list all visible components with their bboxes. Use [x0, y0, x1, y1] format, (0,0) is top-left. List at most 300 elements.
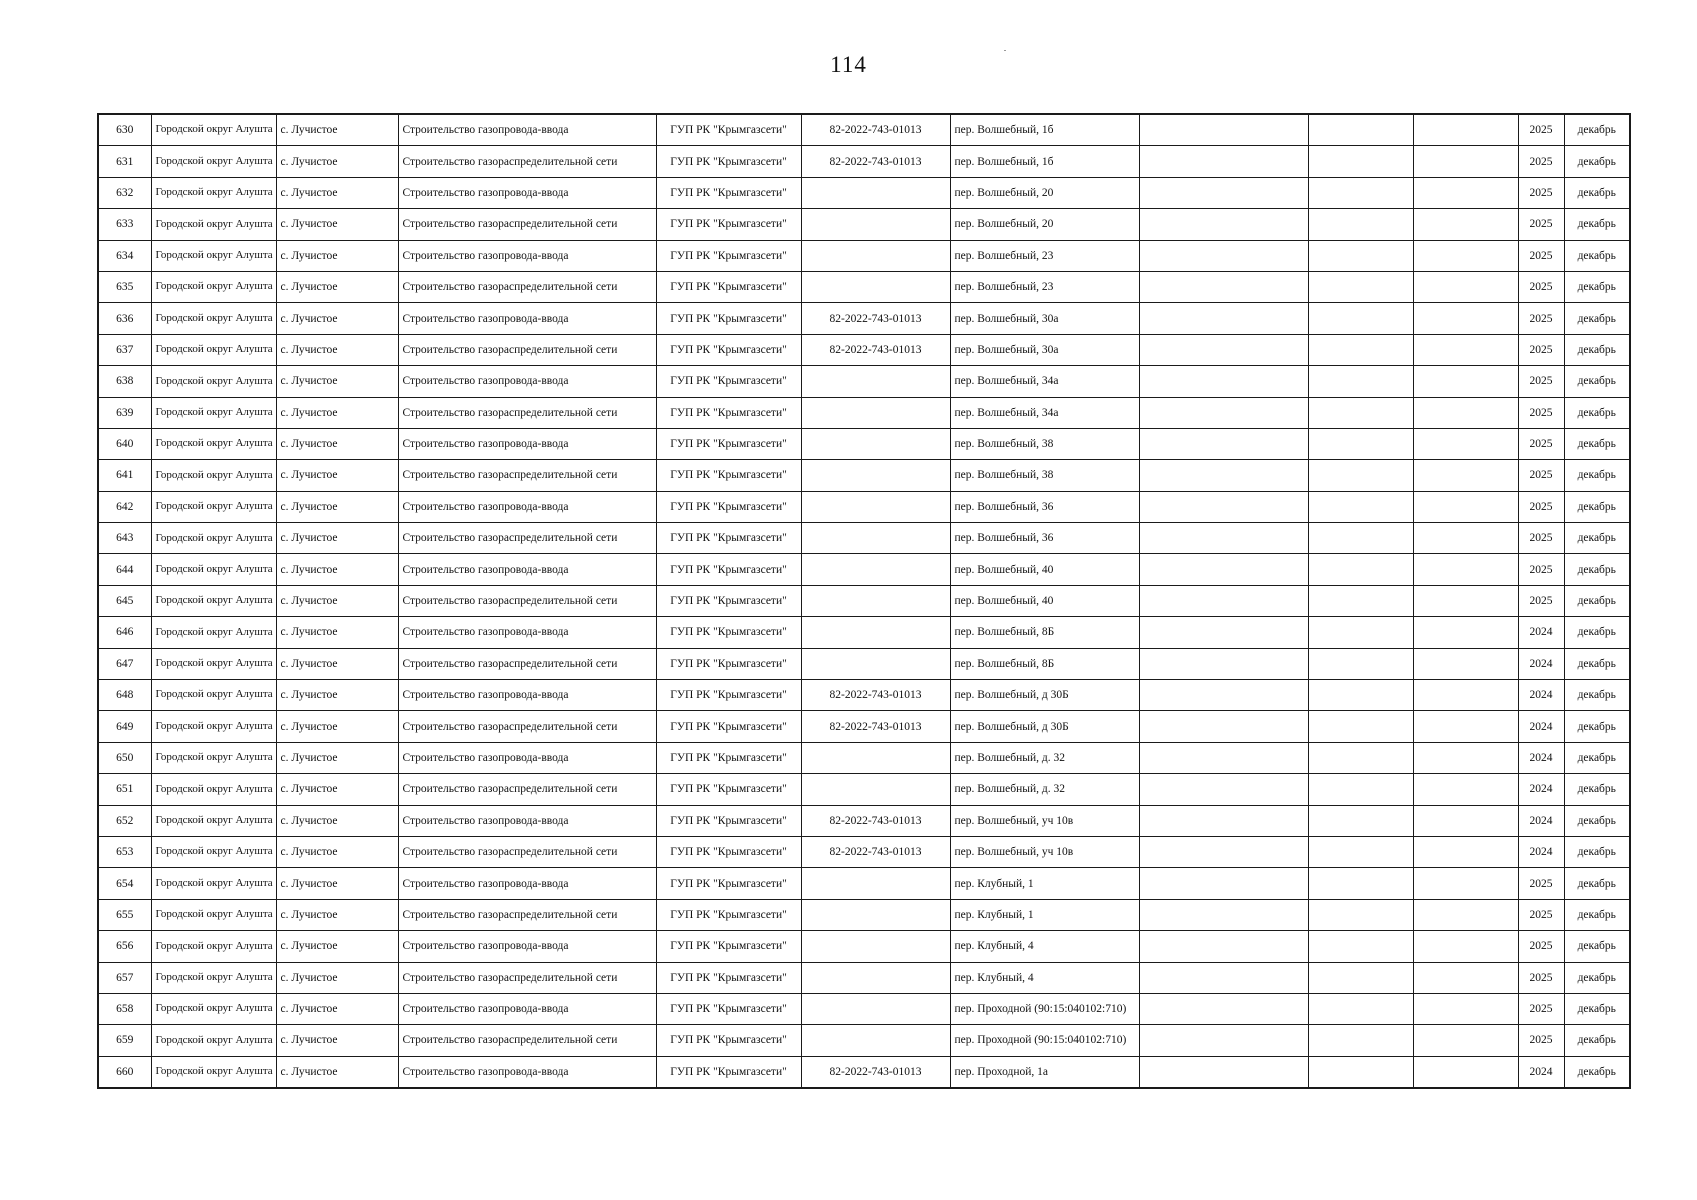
empty-cell	[1413, 1025, 1518, 1056]
address-cell: пер. Волшебный, 38	[950, 428, 1139, 459]
program-code-cell	[801, 962, 950, 993]
empty-cell	[1308, 962, 1413, 993]
municipality-cell: Городской округ Алушта	[151, 523, 276, 554]
empty-cell	[1308, 491, 1413, 522]
table-row	[98, 899, 1630, 930]
empty-cell	[1413, 491, 1518, 522]
table-row	[98, 680, 1630, 711]
organization-cell: ГУП РК "Крымгазсети"	[656, 742, 801, 773]
year-cell: 2024	[1518, 711, 1564, 742]
program-code-cell	[801, 491, 950, 522]
village-cell: с. Лучистое	[276, 585, 398, 616]
empty-cell	[1139, 931, 1308, 962]
row-number: 653	[98, 836, 151, 867]
address-cell: пер. Волшебный, д 30Б	[950, 711, 1139, 742]
empty-cell	[1413, 271, 1518, 302]
row-number: 657	[98, 962, 151, 993]
empty-cell	[1308, 554, 1413, 585]
municipality-cell: Городской округ Алушта	[151, 931, 276, 962]
municipality-cell: Городской округ Алушта	[151, 271, 276, 302]
month-cell: декабрь	[1564, 554, 1630, 585]
month-cell: декабрь	[1564, 805, 1630, 836]
village-cell: с. Лучистое	[276, 648, 398, 679]
program-code-cell	[801, 209, 950, 240]
table-row	[98, 271, 1630, 302]
empty-cell	[1308, 1025, 1413, 1056]
month-cell: декабрь	[1564, 742, 1630, 773]
empty-cell	[1308, 303, 1413, 334]
village-cell: с. Лучистое	[276, 711, 398, 742]
month-cell: декабрь	[1564, 303, 1630, 334]
program-code-cell	[801, 585, 950, 616]
empty-cell	[1139, 680, 1308, 711]
program-code-cell	[801, 177, 950, 208]
program-code-cell	[801, 993, 950, 1024]
address-cell: пер. Волшебный, 8Б	[950, 617, 1139, 648]
year-cell: 2025	[1518, 868, 1564, 899]
program-code-cell	[801, 617, 950, 648]
organization-cell: ГУП РК "Крымгазсети"	[656, 993, 801, 1024]
empty-cell	[1308, 680, 1413, 711]
empty-cell	[1139, 177, 1308, 208]
empty-cell	[1308, 366, 1413, 397]
work-type-cell: Строительство газораспределительной сети	[398, 209, 656, 240]
empty-cell	[1413, 617, 1518, 648]
row-number: 659	[98, 1025, 151, 1056]
village-cell: с. Лучистое	[276, 146, 398, 177]
empty-cell	[1308, 460, 1413, 491]
table-row	[98, 491, 1630, 522]
address-cell: пер. Проходной, 1а	[950, 1056, 1139, 1088]
empty-cell	[1413, 397, 1518, 428]
row-number: 633	[98, 209, 151, 240]
year-cell: 2025	[1518, 1025, 1564, 1056]
work-type-cell: Строительство газораспределительной сети	[398, 397, 656, 428]
organization-cell: ГУП РК "Крымгазсети"	[656, 899, 801, 930]
organization-cell: ГУП РК "Крымгазсети"	[656, 836, 801, 867]
work-type-cell: Строительство газопровода-ввода	[398, 1056, 656, 1088]
village-cell: с. Лучистое	[276, 209, 398, 240]
organization-cell: ГУП РК "Крымгазсети"	[656, 617, 801, 648]
empty-cell	[1413, 711, 1518, 742]
work-type-cell: Строительство газопровода-ввода	[398, 993, 656, 1024]
year-cell: 2024	[1518, 648, 1564, 679]
organization-cell: ГУП РК "Крымгазсети"	[656, 868, 801, 899]
municipality-cell: Городской округ Алушта	[151, 711, 276, 742]
month-cell: декабрь	[1564, 680, 1630, 711]
month-cell: декабрь	[1564, 1056, 1630, 1088]
row-number: 638	[98, 366, 151, 397]
table-row	[98, 303, 1630, 334]
month-cell: декабрь	[1564, 711, 1630, 742]
page-number: 114	[830, 52, 867, 77]
empty-cell	[1139, 114, 1308, 146]
village-cell: с. Лучистое	[276, 1056, 398, 1088]
year-cell: 2024	[1518, 1056, 1564, 1088]
month-cell: декабрь	[1564, 868, 1630, 899]
empty-cell	[1413, 899, 1518, 930]
empty-cell	[1413, 523, 1518, 554]
month-cell: декабрь	[1564, 931, 1630, 962]
row-number: 656	[98, 931, 151, 962]
row-number: 642	[98, 491, 151, 522]
organization-cell: ГУП РК "Крымгазсети"	[656, 774, 801, 805]
work-type-cell: Строительство газопровода-ввода	[398, 554, 656, 585]
program-code-cell: 82-2022-743-01013	[801, 836, 950, 867]
organization-cell: ГУП РК "Крымгазсети"	[656, 523, 801, 554]
village-cell: с. Лучистое	[276, 931, 398, 962]
table-row	[98, 993, 1630, 1024]
address-cell: пер. Волшебный, 40	[950, 554, 1139, 585]
year-cell: 2025	[1518, 209, 1564, 240]
row-number: 644	[98, 554, 151, 585]
address-cell: пер. Волшебный, 8Б	[950, 648, 1139, 679]
address-cell: пер. Клубный, 1	[950, 899, 1139, 930]
municipality-cell: Городской округ Алушта	[151, 899, 276, 930]
village-cell: с. Лучистое	[276, 774, 398, 805]
table-row	[98, 836, 1630, 867]
program-code-cell	[801, 271, 950, 302]
empty-cell	[1308, 523, 1413, 554]
organization-cell: ГУП РК "Крымгазсети"	[656, 209, 801, 240]
program-code-cell	[801, 554, 950, 585]
empty-cell	[1139, 428, 1308, 459]
empty-cell	[1413, 742, 1518, 773]
work-type-cell: Строительство газопровода-ввода	[398, 428, 656, 459]
address-cell: пер. Клубный, 4	[950, 962, 1139, 993]
organization-cell: ГУП РК "Крымгазсети"	[656, 1025, 801, 1056]
empty-cell	[1413, 836, 1518, 867]
table-row	[98, 146, 1630, 177]
address-cell: пер. Волшебный, 20	[950, 177, 1139, 208]
work-type-cell: Строительство газораспределительной сети	[398, 899, 656, 930]
empty-cell	[1413, 303, 1518, 334]
month-cell: декабрь	[1564, 240, 1630, 271]
row-number: 648	[98, 680, 151, 711]
table-row	[98, 334, 1630, 365]
empty-cell	[1139, 366, 1308, 397]
empty-cell	[1413, 240, 1518, 271]
empty-cell	[1139, 271, 1308, 302]
year-cell: 2024	[1518, 774, 1564, 805]
scan-mark	[1004, 50, 1006, 51]
municipality-cell: Городской округ Алушта	[151, 1025, 276, 1056]
year-cell: 2025	[1518, 240, 1564, 271]
work-type-cell: Строительство газораспределительной сети	[398, 271, 656, 302]
table-row	[98, 742, 1630, 773]
empty-cell	[1413, 1056, 1518, 1088]
program-code-cell: 82-2022-743-01013	[801, 805, 950, 836]
empty-cell	[1139, 742, 1308, 773]
empty-cell	[1308, 774, 1413, 805]
organization-cell: ГУП РК "Крымгазсети"	[656, 931, 801, 962]
empty-cell	[1413, 868, 1518, 899]
year-cell: 2025	[1518, 271, 1564, 302]
village-cell: с. Лучистое	[276, 836, 398, 867]
program-code-cell	[801, 397, 950, 428]
address-cell: пер. Волшебный, 38	[950, 460, 1139, 491]
year-cell: 2025	[1518, 114, 1564, 146]
village-cell: с. Лучистое	[276, 617, 398, 648]
work-type-cell: Строительство газораспределительной сети	[398, 585, 656, 616]
year-cell: 2025	[1518, 491, 1564, 522]
address-cell: пер. Волшебный, 30а	[950, 334, 1139, 365]
row-number: 643	[98, 523, 151, 554]
program-code-cell	[801, 523, 950, 554]
organization-cell: ГУП РК "Крымгазсети"	[656, 1056, 801, 1088]
empty-cell	[1139, 334, 1308, 365]
month-cell: декабрь	[1564, 523, 1630, 554]
empty-cell	[1139, 711, 1308, 742]
organization-cell: ГУП РК "Крымгазсети"	[656, 585, 801, 616]
work-type-cell: Строительство газораспределительной сети	[398, 648, 656, 679]
row-number: 630	[98, 114, 151, 146]
program-code-cell: 82-2022-743-01013	[801, 334, 950, 365]
year-cell: 2025	[1518, 397, 1564, 428]
year-cell: 2024	[1518, 617, 1564, 648]
village-cell: с. Лучистое	[276, 240, 398, 271]
empty-cell	[1413, 114, 1518, 146]
address-cell: пер. Волшебный, 30а	[950, 303, 1139, 334]
organization-cell: ГУП РК "Крымгазсети"	[656, 460, 801, 491]
work-type-cell: Строительство газопровода-ввода	[398, 177, 656, 208]
village-cell: с. Лучистое	[276, 899, 398, 930]
month-cell: декабрь	[1564, 617, 1630, 648]
municipality-cell: Городской округ Алушта	[151, 554, 276, 585]
program-code-cell: 82-2022-743-01013	[801, 711, 950, 742]
table-row	[98, 397, 1630, 428]
organization-cell: ГУП РК "Крымгазсети"	[656, 146, 801, 177]
village-cell: с. Лучистое	[276, 742, 398, 773]
empty-cell	[1308, 585, 1413, 616]
village-cell: с. Лучистое	[276, 523, 398, 554]
municipality-cell: Городской округ Алушта	[151, 366, 276, 397]
village-cell: с. Лучистое	[276, 366, 398, 397]
table-row	[98, 585, 1630, 616]
program-code-cell	[801, 1025, 950, 1056]
work-type-cell: Строительство газопровода-ввода	[398, 114, 656, 146]
organization-cell: ГУП РК "Крымгазсети"	[656, 680, 801, 711]
table-row	[98, 240, 1630, 271]
program-code-cell	[801, 868, 950, 899]
row-number: 652	[98, 805, 151, 836]
village-cell: с. Лучистое	[276, 491, 398, 522]
work-type-cell: Строительство газораспределительной сети	[398, 460, 656, 491]
village-cell: с. Лучистое	[276, 177, 398, 208]
village-cell: с. Лучистое	[276, 680, 398, 711]
row-number: 654	[98, 868, 151, 899]
table-row	[98, 523, 1630, 554]
work-type-cell: Строительство газопровода-ввода	[398, 868, 656, 899]
month-cell: декабрь	[1564, 366, 1630, 397]
empty-cell	[1139, 1056, 1308, 1088]
address-cell: пер. Клубный, 4	[950, 931, 1139, 962]
municipality-cell: Городской округ Алушта	[151, 585, 276, 616]
table-row	[98, 1025, 1630, 1056]
address-cell: пер. Волшебный, 23	[950, 240, 1139, 271]
empty-cell	[1139, 836, 1308, 867]
municipality-cell: Городской округ Алушта	[151, 774, 276, 805]
empty-cell	[1139, 491, 1308, 522]
empty-cell	[1139, 899, 1308, 930]
empty-cell	[1308, 805, 1413, 836]
row-number: 658	[98, 993, 151, 1024]
registry-table	[97, 113, 1631, 1089]
month-cell: декабрь	[1564, 428, 1630, 459]
organization-cell: ГУП РК "Крымгазсети"	[656, 491, 801, 522]
empty-cell	[1413, 209, 1518, 240]
empty-cell	[1139, 554, 1308, 585]
village-cell: с. Лучистое	[276, 460, 398, 491]
municipality-cell: Городской округ Алушта	[151, 742, 276, 773]
organization-cell: ГУП РК "Крымгазсети"	[656, 805, 801, 836]
empty-cell	[1139, 523, 1308, 554]
empty-cell	[1308, 617, 1413, 648]
month-cell: декабрь	[1564, 114, 1630, 146]
table-row	[98, 177, 1630, 208]
organization-cell: ГУП РК "Крымгазсети"	[656, 366, 801, 397]
organization-cell: ГУП РК "Крымгазсети"	[656, 303, 801, 334]
row-number: 634	[98, 240, 151, 271]
village-cell: с. Лучистое	[276, 271, 398, 302]
empty-cell	[1139, 209, 1308, 240]
program-code-cell: 82-2022-743-01013	[801, 114, 950, 146]
month-cell: декабрь	[1564, 962, 1630, 993]
year-cell: 2025	[1518, 460, 1564, 491]
empty-cell	[1413, 648, 1518, 679]
empty-cell	[1413, 680, 1518, 711]
organization-cell: ГУП РК "Крымгазсети"	[656, 334, 801, 365]
year-cell: 2024	[1518, 836, 1564, 867]
organization-cell: ГУП РК "Крымгазсети"	[656, 114, 801, 146]
row-number: 650	[98, 742, 151, 773]
address-cell: пер. Волшебный, 36	[950, 523, 1139, 554]
empty-cell	[1139, 774, 1308, 805]
empty-cell	[1139, 805, 1308, 836]
address-cell: пер. Волшебный, д 30Б	[950, 680, 1139, 711]
month-cell: декабрь	[1564, 774, 1630, 805]
empty-cell	[1308, 271, 1413, 302]
table-row	[98, 114, 1630, 146]
table-row	[98, 460, 1630, 491]
municipality-cell: Городской округ Алушта	[151, 303, 276, 334]
address-cell: пер. Волшебный, д. 32	[950, 742, 1139, 773]
empty-cell	[1413, 460, 1518, 491]
table-row	[98, 366, 1630, 397]
month-cell: декабрь	[1564, 146, 1630, 177]
program-code-cell	[801, 774, 950, 805]
row-number: 637	[98, 334, 151, 365]
table-row	[98, 428, 1630, 459]
organization-cell: ГУП РК "Крымгазсети"	[656, 711, 801, 742]
program-code-cell	[801, 899, 950, 930]
registry-body	[98, 114, 1630, 1088]
table-row	[98, 774, 1630, 805]
table-row	[98, 931, 1630, 962]
address-cell: пер. Проходной (90:15:040102:710)	[950, 993, 1139, 1024]
empty-cell	[1413, 177, 1518, 208]
work-type-cell: Строительство газопровода-ввода	[398, 240, 656, 271]
address-cell: пер. Волшебный, 36	[950, 491, 1139, 522]
empty-cell	[1139, 397, 1308, 428]
village-cell: с. Лучистое	[276, 962, 398, 993]
year-cell: 2025	[1518, 962, 1564, 993]
municipality-cell: Городской округ Алушта	[151, 962, 276, 993]
empty-cell	[1413, 146, 1518, 177]
month-cell: декабрь	[1564, 993, 1630, 1024]
empty-cell	[1139, 1025, 1308, 1056]
month-cell: декабрь	[1564, 491, 1630, 522]
empty-cell	[1308, 1056, 1413, 1088]
empty-cell	[1308, 742, 1413, 773]
empty-cell	[1139, 303, 1308, 334]
program-code-cell: 82-2022-743-01013	[801, 303, 950, 334]
year-cell: 2024	[1518, 742, 1564, 773]
year-cell: 2025	[1518, 899, 1564, 930]
empty-cell	[1413, 805, 1518, 836]
municipality-cell: Городской округ Алушта	[151, 617, 276, 648]
empty-cell	[1308, 899, 1413, 930]
month-cell: декабрь	[1564, 397, 1630, 428]
empty-cell	[1413, 931, 1518, 962]
municipality-cell: Городской округ Алушта	[151, 397, 276, 428]
month-cell: декабрь	[1564, 177, 1630, 208]
work-type-cell: Строительство газораспределительной сети	[398, 774, 656, 805]
address-cell: пер. Проходной (90:15:040102:710)	[950, 1025, 1139, 1056]
organization-cell: ГУП РК "Крымгазсети"	[656, 554, 801, 585]
address-cell: пер. Волшебный, уч 10в	[950, 836, 1139, 867]
program-code-cell	[801, 460, 950, 491]
work-type-cell: Строительство газопровода-ввода	[398, 366, 656, 397]
empty-cell	[1413, 428, 1518, 459]
organization-cell: ГУП РК "Крымгазсети"	[656, 397, 801, 428]
address-cell: пер. Волшебный, 1б	[950, 114, 1139, 146]
municipality-cell: Городской округ Алушта	[151, 836, 276, 867]
empty-cell	[1308, 397, 1413, 428]
work-type-cell: Строительство газопровода-ввода	[398, 680, 656, 711]
municipality-cell: Городской округ Алушта	[151, 209, 276, 240]
row-number: 649	[98, 711, 151, 742]
village-cell: с. Лучистое	[276, 397, 398, 428]
address-cell: пер. Клубный, 1	[950, 868, 1139, 899]
municipality-cell: Городской округ Алушта	[151, 177, 276, 208]
table-row	[98, 962, 1630, 993]
year-cell: 2025	[1518, 585, 1564, 616]
program-code-cell	[801, 648, 950, 679]
village-cell: с. Лучистое	[276, 303, 398, 334]
work-type-cell: Строительство газораспределительной сети	[398, 1025, 656, 1056]
month-cell: декабрь	[1564, 1025, 1630, 1056]
address-cell: пер. Волшебный, 23	[950, 271, 1139, 302]
empty-cell	[1308, 114, 1413, 146]
village-cell: с. Лучистое	[276, 1025, 398, 1056]
work-type-cell: Строительство газопровода-ввода	[398, 805, 656, 836]
year-cell: 2025	[1518, 303, 1564, 334]
municipality-cell: Городской округ Алушта	[151, 491, 276, 522]
row-number: 651	[98, 774, 151, 805]
year-cell: 2024	[1518, 680, 1564, 711]
work-type-cell: Строительство газораспределительной сети	[398, 836, 656, 867]
municipality-cell: Городской округ Алушта	[151, 114, 276, 146]
municipality-cell: Городской округ Алушта	[151, 868, 276, 899]
empty-cell	[1413, 585, 1518, 616]
empty-cell	[1139, 240, 1308, 271]
empty-cell	[1413, 334, 1518, 365]
month-cell: декабрь	[1564, 585, 1630, 616]
row-number: 640	[98, 428, 151, 459]
table-row	[98, 711, 1630, 742]
program-code-cell	[801, 428, 950, 459]
